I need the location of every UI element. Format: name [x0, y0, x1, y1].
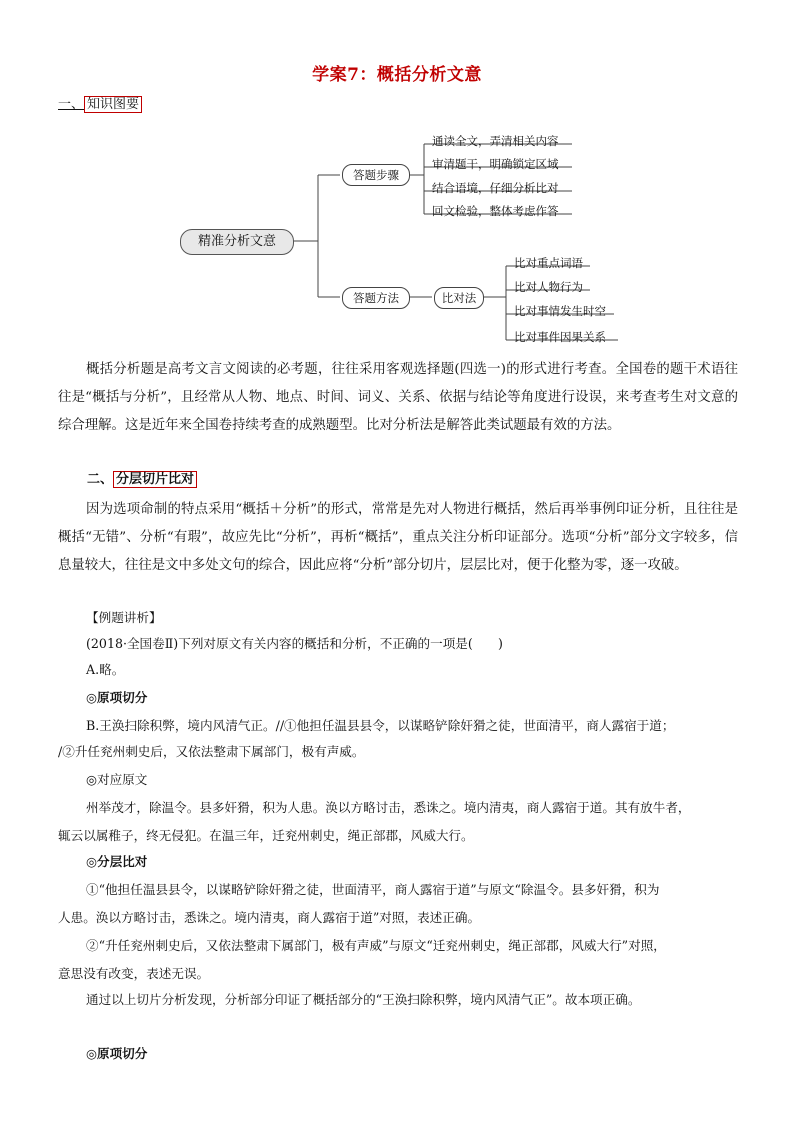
section2-text: 因为选项命制的特点采用“概括＋分析”的形式，常常是先对人物进行概括，然后再举事例印证分析，且往往是概括“无错”、分析“有瑕”，故应先比“分析”，再析“概括”，重点关注分析印证部分。选项“分析”部分文字较多，信息量较大，往往是文中多处文句的综合，因此应将“分析”部分切片，层层比对，便于化整为零，逐一攻破。 — [58, 502, 738, 573]
compare1-line1: ①“他担任温县县令，以谋略铲除奸猾之徒，世面清平，商人露宿于道”与原文“除温令。县多奸猾，积为 — [86, 882, 660, 897]
section-label: 知识图要 — [84, 96, 142, 113]
option-a: A.略。 — [86, 662, 125, 677]
intro-paragraph — [58, 356, 738, 440]
mindmap-sub-compare: 比对法 — [434, 287, 484, 309]
option-b-line1: B.王涣扫除积弊，境内风清气正。//①他担任温县县令，以谋略铲除奸猾之徒，世面清平，商人露宿于道； — [86, 718, 675, 733]
heading-cut-2: ◎原项切分 — [86, 1046, 148, 1061]
section2-paragraph — [58, 496, 738, 580]
option-b-line2: /②升任兖州刺史后，又依法整肃下属部门，极有声威。 — [58, 744, 365, 759]
conclusion: 通过以上切片分析发现，分析部分印证了概括部分的“王涣扫除积弊，境内风清气正”。故本项正确。 — [86, 992, 641, 1007]
compare2-line1: ②“升任兖州刺史后，又依法整肃下属部门，极有声威”与原文“迁兖州刺史，绳正部郡，风威大行”对照， — [86, 938, 666, 953]
mindmap-leaf: 比对事件因果关系 — [514, 330, 606, 344]
mindmap-leaf: 比对人物行为 — [514, 280, 583, 294]
page-title: 学案7：概括分析文意 — [312, 65, 482, 85]
mindmap-leaf: 回文检验，整体考虑作答 — [432, 204, 559, 218]
mindmap-branch-steps: 答题步骤 — [342, 164, 410, 186]
mindmap-leaf: 通读全文，弄清相关内容 — [432, 134, 559, 148]
heading-cut: ◎原项切分 — [86, 690, 148, 705]
original-line2: 辄云以属稚子，终无侵犯。在温三年，迁兖州刺史，绳正部郡，风威大行。 — [58, 828, 474, 843]
example-question: (2018·全国卷Ⅱ)下列对原文有关内容的概括和分析，不正确的一项是( ) — [86, 636, 503, 651]
heading-compare: ◎分层比对 — [86, 854, 148, 869]
mindmap-leaf: 比对事情发生时空 — [514, 304, 606, 318]
original-line1: 州举茂才，除温令。县多奸猾，积为人患。涣以方略讨击，悉诛之。境内清夷，商人露宿于道。其有放牛者， — [86, 800, 691, 815]
example-header: 【例题讲析】 — [86, 610, 162, 625]
section-heading-2 — [87, 468, 197, 487]
intro-text: 概括分析题是高考文言文阅读的必考题，往往采用客观选择题(四选一)的形式进行考查。全国卷的题干术语往往是“概括与分析”，且经常从人物、地点、时间、词义、关系、依据与结论等角度进行设误，来考查考生对文意的综合理解。这是近年来全国卷持续考查的成熟题型。比对分析法是解答此类试题最有效的方法。 — [58, 362, 738, 433]
section-number: 二、 — [87, 472, 114, 487]
heading-original: ◎对应原文 — [86, 772, 148, 787]
section-number: 一、 — [58, 97, 85, 112]
mindmap-branch-methods: 答题方法 — [342, 287, 410, 309]
mindmap-leaf: 审清题干，明确锁定区域 — [432, 157, 559, 171]
compare1-line2: 人患。涣以方略讨击，悉诛之。境内清夷，商人露宿于道”对照，表述正确。 — [58, 910, 481, 925]
mindmap-leaf: 比对重点词语 — [514, 256, 583, 270]
compare2-line2: 意思没有改变，表述无误。 — [58, 966, 210, 981]
mindmap-root: 精准分析文意 — [180, 229, 294, 255]
section-label: 分层切片比对 — [113, 471, 197, 488]
mindmap-leaf: 结合语境，仔细分析比对 — [432, 181, 559, 195]
